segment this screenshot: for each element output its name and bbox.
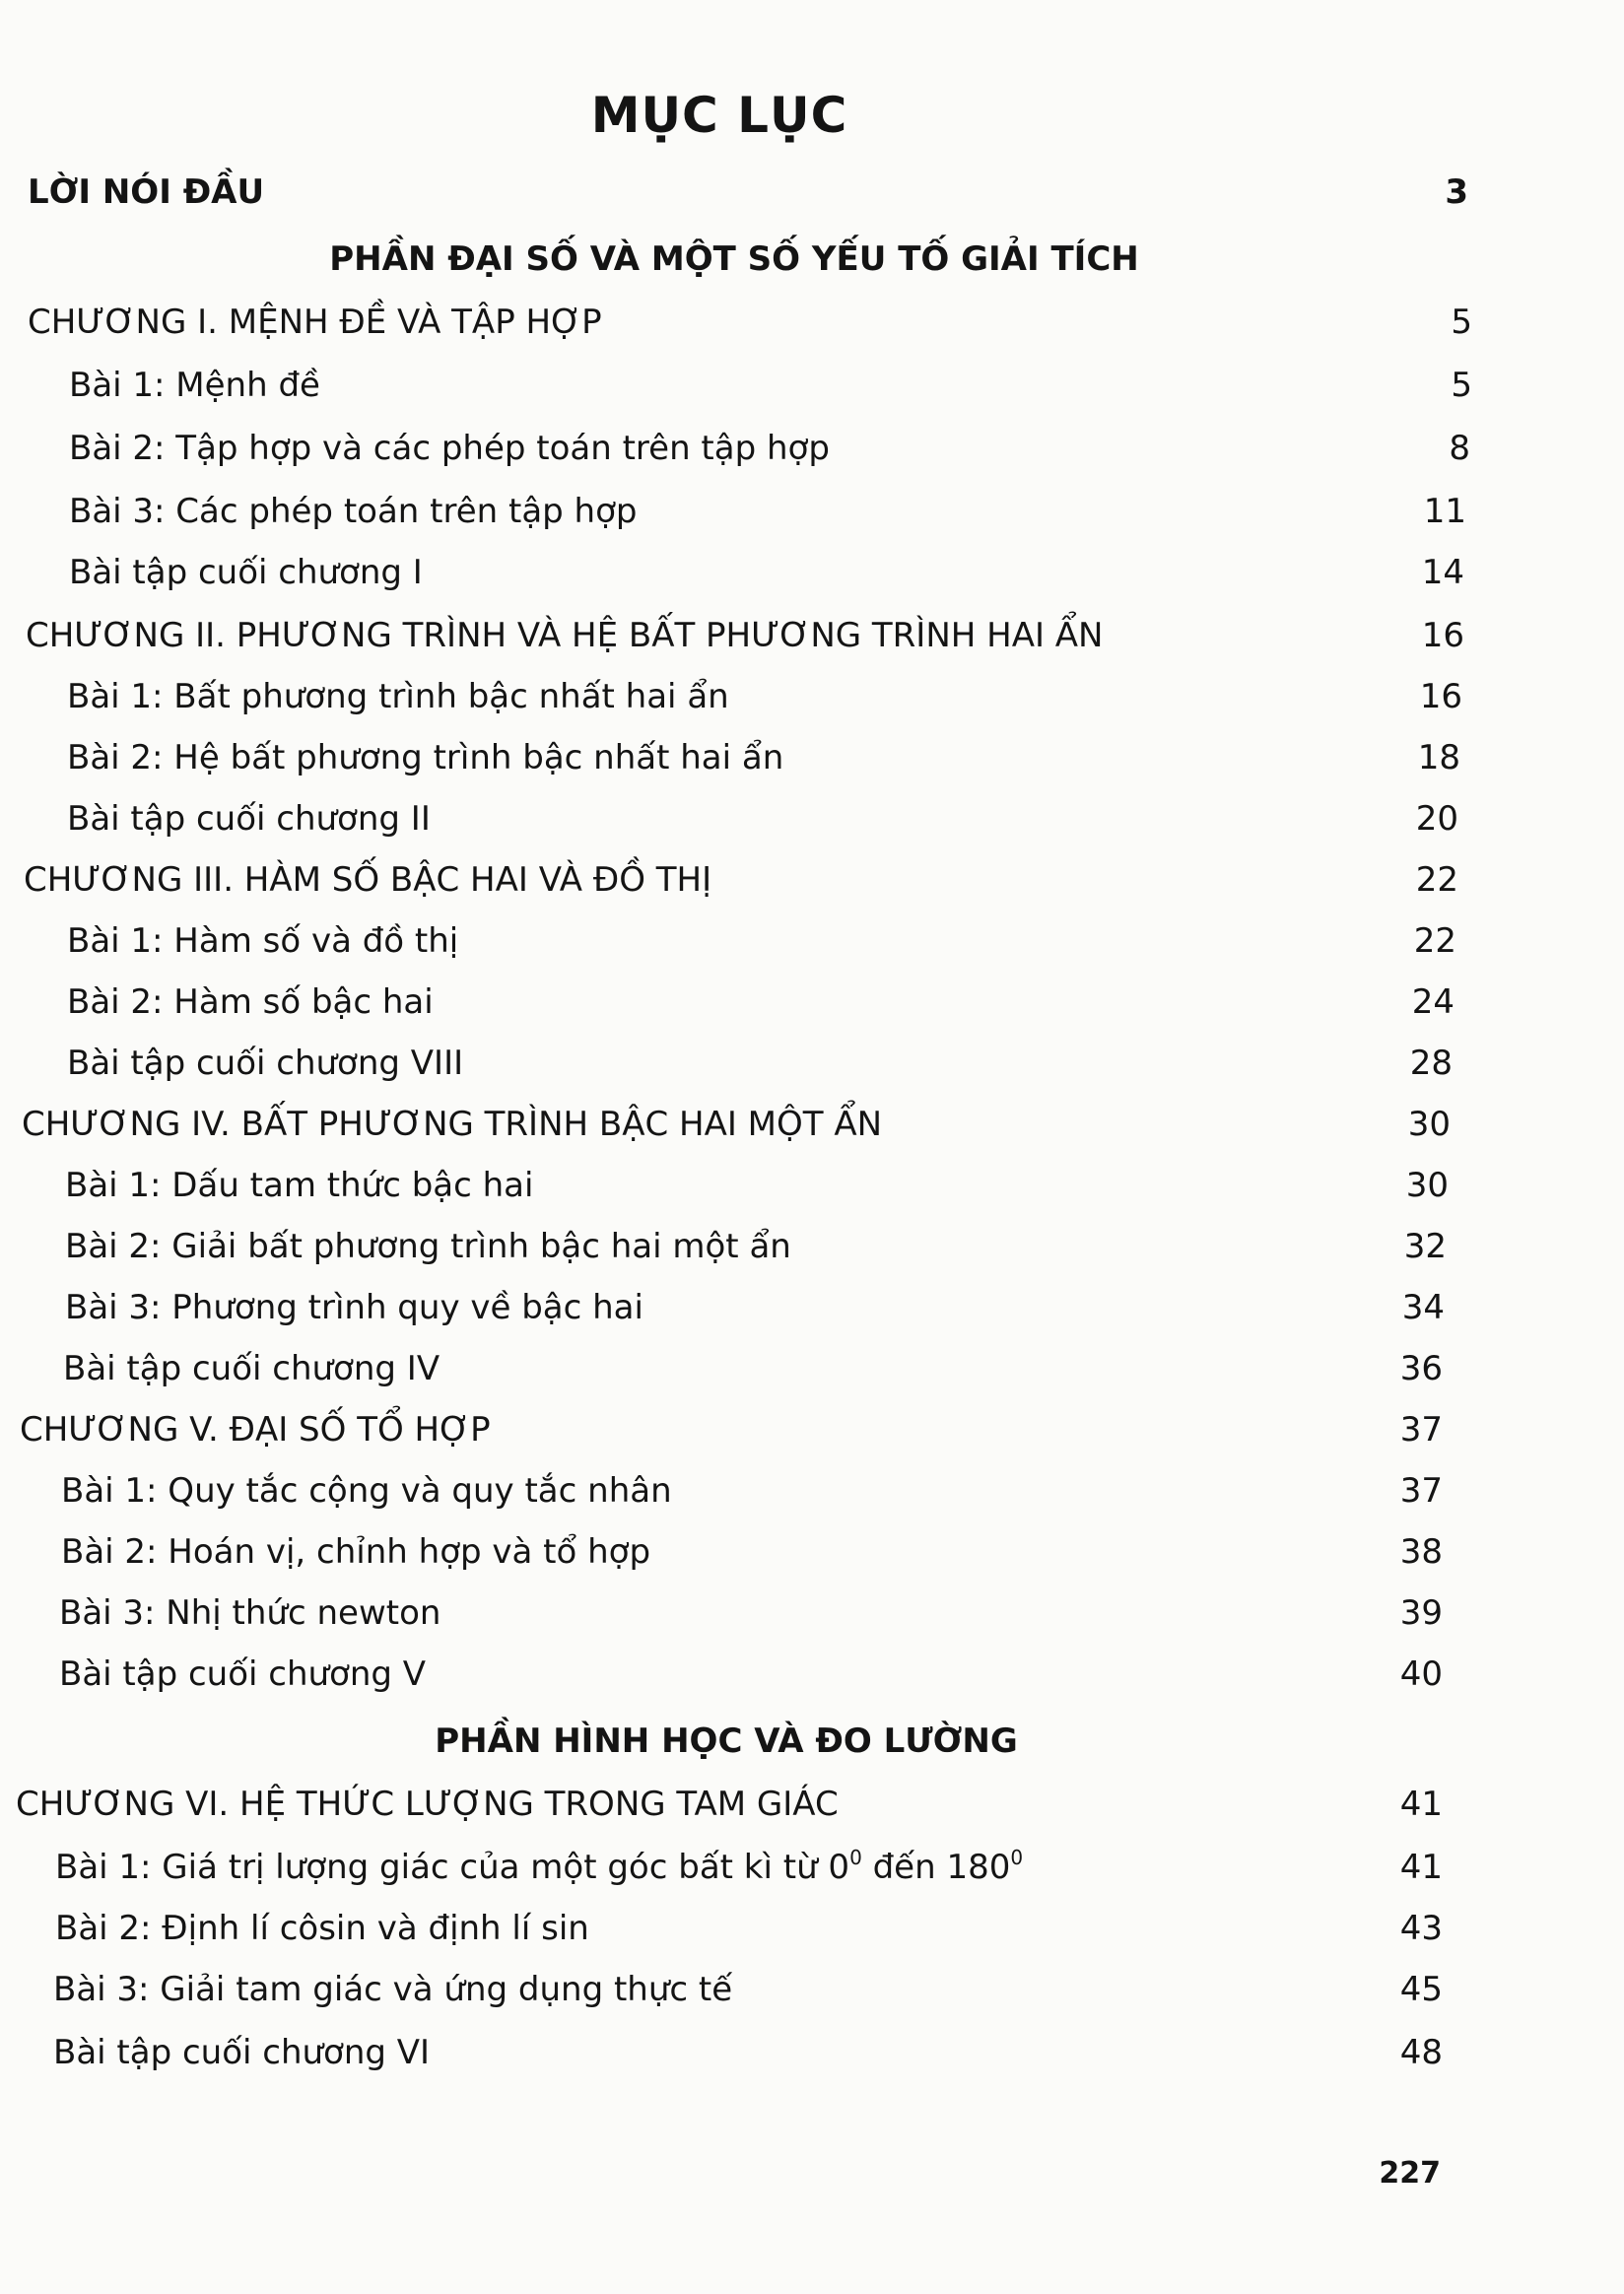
toc-label: CHƯƠNG I. MỆNH ĐỀ VÀ TẬP HỢP xyxy=(28,303,602,342)
toc-page-number: 30 xyxy=(1407,1105,1451,1144)
toc-entry xyxy=(63,1344,1443,1393)
toc-label: CHƯƠNG V. ĐẠI SỐ TỔ HỢP xyxy=(20,1410,491,1450)
toc-page-number: 3 xyxy=(1445,172,1468,212)
toc-label: CHƯƠNG VI. HỆ THỨC LƯỢNG TRONG TAM GIÁC xyxy=(16,1785,839,1824)
toc-page-number: 41 xyxy=(1399,1785,1443,1824)
toc-entry xyxy=(61,1466,1443,1516)
toc-label: Bài 1: Mệnh đề xyxy=(69,366,320,405)
degree-superscript: 0 xyxy=(1010,1846,1024,1869)
toc-page-number: 32 xyxy=(1403,1227,1447,1266)
toc-label: Bài 2: Tập hợp và các phép toán trên tập hợp xyxy=(69,429,830,468)
toc-page-number: 22 xyxy=(1415,860,1458,900)
toc-entry xyxy=(67,1039,1453,1088)
toc-label: Bài 1: Bất phương trình bậc nhất hai ẩn xyxy=(67,677,729,716)
toc-entry xyxy=(59,1650,1443,1699)
toc-label: Bài tập cuối chương II xyxy=(67,799,431,839)
toc-page-number: 14 xyxy=(1421,553,1464,592)
toc-chapter xyxy=(16,1780,1443,1829)
page-title: MỤC LỤC xyxy=(590,87,848,144)
toc-page-number: 37 xyxy=(1399,1471,1443,1511)
page-number-footer: 227 xyxy=(1379,2156,1441,2191)
toc-entry xyxy=(67,672,1462,721)
toc-entry xyxy=(55,1904,1443,1953)
toc-entry xyxy=(65,1283,1445,1332)
toc-chapter xyxy=(26,611,1464,660)
toc-page-number: 30 xyxy=(1405,1166,1449,1205)
toc-label: CHƯƠNG II. PHƯƠNG TRÌNH VÀ HỆ BẤT PHƯƠNG TRÌNH HAI ẨN xyxy=(26,616,1104,655)
toc-entry xyxy=(61,1527,1443,1577)
toc-label: Bài tập cuối chương VIII xyxy=(67,1044,464,1083)
toc-label: Bài tập cuối chương I xyxy=(69,553,423,592)
toc-label: Bài 1: Dấu tam thức bậc hai xyxy=(65,1166,534,1205)
toc-entry xyxy=(53,1965,1443,2014)
toc-entry xyxy=(69,424,1470,473)
toc-page-number: 5 xyxy=(1451,366,1472,405)
toc-label: Bài 3: Phương trình quy về bậc hai xyxy=(65,1288,643,1327)
toc-page-number: 22 xyxy=(1413,921,1456,961)
toc-page-number: 38 xyxy=(1399,1532,1443,1572)
toc-entry xyxy=(67,794,1458,843)
toc-entry xyxy=(69,548,1464,597)
toc-label: Bài 3: Các phép toán trên tập hợp xyxy=(69,492,638,531)
toc-label: Bài 2: Hàm số bậc hai xyxy=(67,982,434,1022)
toc-entry xyxy=(67,978,1455,1027)
toc-page-number: 16 xyxy=(1421,616,1464,655)
toc-entry xyxy=(55,1843,1443,1892)
toc-entry xyxy=(59,1588,1443,1638)
toc-label: Bài 1: Giá trị lượng giác của một góc bất kì từ $0^0$ đến $180^0$ xyxy=(55,1846,1024,1887)
toc-entry-preface xyxy=(28,168,1468,217)
toc-page-number: 16 xyxy=(1419,677,1462,716)
toc-page-number: 39 xyxy=(1399,1593,1443,1633)
toc-label: Bài 2: Hoán vị, chỉnh hợp và tổ hợp xyxy=(61,1532,651,1572)
toc-entry xyxy=(69,361,1472,410)
toc-label: Bài 2: Giải bất phương trình bậc hai một ẩn xyxy=(65,1227,791,1266)
toc-label: Bài 2: Hệ bất phương trình bậc nhất hai ẩn xyxy=(67,738,784,777)
toc-page-number: 24 xyxy=(1411,982,1455,1022)
toc-label: Bài tập cuối chương V xyxy=(59,1654,427,1694)
toc-page-number: 37 xyxy=(1399,1410,1443,1450)
toc-page-number: 36 xyxy=(1399,1349,1443,1388)
toc-label: Bài 1: Quy tắc cộng và quy tắc nhân xyxy=(61,1471,672,1511)
toc-entry xyxy=(53,2028,1443,2077)
toc-page-number: 5 xyxy=(1451,303,1472,342)
toc-chapter xyxy=(24,855,1458,905)
toc-chapter xyxy=(22,1100,1451,1149)
toc-page-number: 11 xyxy=(1423,492,1466,531)
degree-superscript: 0 xyxy=(849,1846,862,1869)
toc-entry xyxy=(69,487,1466,536)
toc-entry xyxy=(65,1222,1447,1271)
toc-page-number: 48 xyxy=(1399,2033,1443,2072)
toc-page-number: 40 xyxy=(1399,1654,1443,1694)
toc-page-number: 20 xyxy=(1415,799,1458,839)
toc-page-number: 28 xyxy=(1409,1044,1453,1083)
toc-entry xyxy=(67,916,1456,966)
toc-chapter xyxy=(20,1405,1443,1454)
toc-label: CHƯƠNG IV. BẤT PHƯƠNG TRÌNH BẬC HAI MỘT ẨN xyxy=(22,1105,883,1144)
toc-page-number: 43 xyxy=(1399,1909,1443,1948)
toc-chapter xyxy=(28,298,1472,347)
toc-page-number: 8 xyxy=(1449,429,1470,468)
section-heading-algebra: PHẦN ĐẠI SỐ VÀ MỘT SỐ YẾU TỐ GIẢI TÍCH xyxy=(329,239,1139,279)
section-heading-geometry: PHẦN HÌNH HỌC VÀ ĐO LƯỜNG xyxy=(435,1721,1018,1761)
toc-page-number: 34 xyxy=(1401,1288,1445,1327)
toc-label: Bài 3: Nhị thức newton xyxy=(59,1593,441,1633)
toc-page-number: 45 xyxy=(1399,1970,1443,2009)
toc-entry xyxy=(67,733,1460,782)
toc-label: Bài tập cuối chương IV xyxy=(63,1349,440,1388)
toc-label: Bài 1: Hàm số và đồ thị xyxy=(67,921,459,961)
toc-entry xyxy=(65,1161,1449,1210)
toc-label: Bài tập cuối chương VI xyxy=(53,2033,431,2072)
toc-label: LỜI NÓI ĐẦU xyxy=(28,172,265,212)
toc-page-number: 18 xyxy=(1417,738,1460,777)
toc-label: Bài 2: Định lí côsin và định lí sin xyxy=(55,1909,589,1948)
toc-label: CHƯƠNG III. HÀM SỐ BẬC HAI VÀ ĐỒ THỊ xyxy=(24,860,712,900)
toc-label: Bài 3: Giải tam giác và ứng dụng thực tế xyxy=(53,1970,733,2009)
toc-page-number: 41 xyxy=(1399,1848,1443,1887)
